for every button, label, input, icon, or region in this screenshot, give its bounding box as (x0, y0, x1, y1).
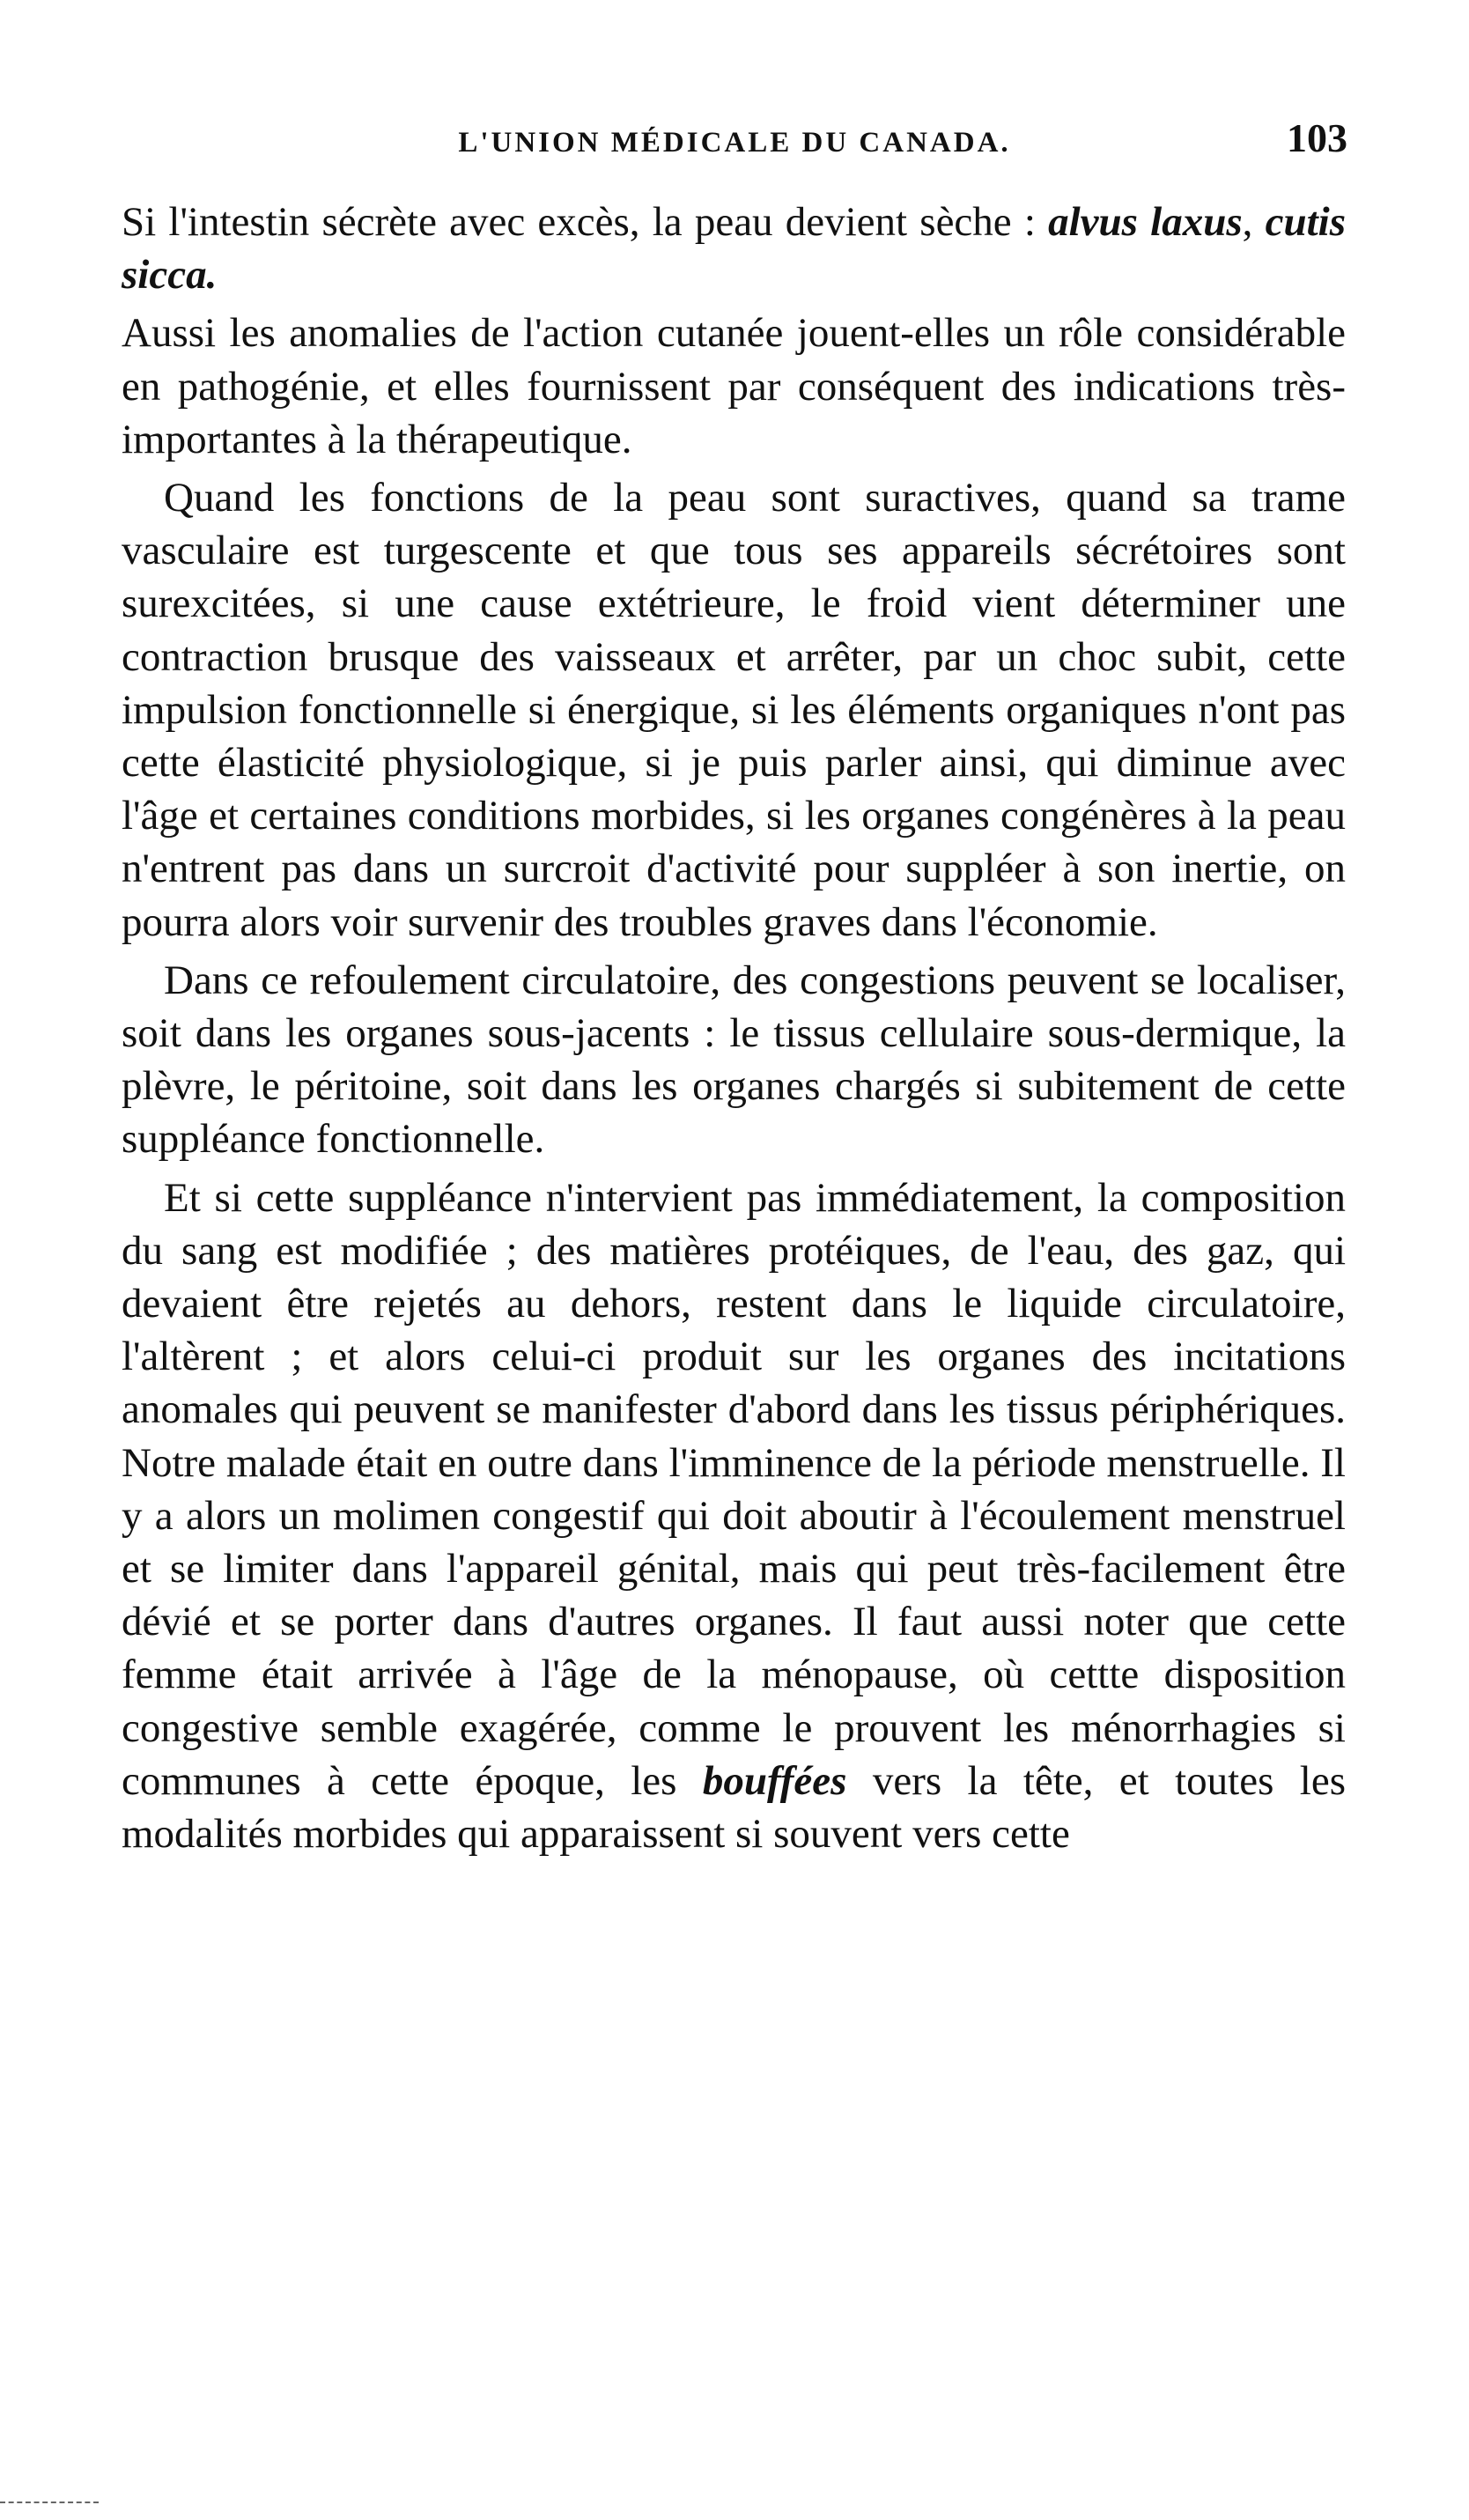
paragraph (122, 307, 1346, 466)
body-text (122, 196, 1346, 1860)
text-segment: vers la tête, et toutes les modalités morbides qui apparaissent si souvent vers cette (122, 1757, 1346, 1858)
italic-segment: bouffées (702, 1757, 847, 1804)
text-segment: Et si cette suppléance n'intervient pas immédiatement, la composition du sang est modifiée ; des matières protéiques, de l'eau, des gaz, qui devaient être rejetés au dehors, restent dans le liquide circulatoire, l'altèrent ; et alors celui-ci produit sur les organes des incitations anomales qui peuvent se manifester d'abord dans les tissus périphériques. Notre malade était en outre dans l'imminence de la période menstruelle. Il y a alors un molimen congestif qui doit aboutir à l'écoulement menstruel et se limiter dans l'appareil génital, mais qui peut très-facilement être dévié et se porter dans d'autres organes. Il faut aussi noter que cette femme était arrivée à l'âge de la ménopause, où cettte disposition congestive semble exagérée, comme le prouvent les ménorrhagies si communes à cette époque, les (122, 1174, 1346, 1804)
text-segment: , (1242, 199, 1266, 245)
page-number: 103 (1287, 115, 1347, 160)
paragraph (122, 1171, 1346, 1861)
paragraph (122, 471, 1346, 949)
scan-edge-rule (0, 2502, 99, 2503)
italic-segment: cutis sicca. (122, 199, 1346, 299)
running-title: L'UNION MÉDICALE DU CANADA. (458, 127, 1011, 159)
text-segment: Si l'intestin sécrète avec excès, la peau devient sèche : (122, 199, 1049, 245)
paragraph (122, 196, 1346, 301)
text-segment: Dans ce refoulement circulatoire, des congestions peuvent se localiser, soit dans les organes sous-jacents : le tissus cellulaire sous-dermique, la plèvre, le péritoine, soit dans les organes chargés si subitement de cette suppléance fonctionnelle. (122, 957, 1346, 1163)
running-head (122, 115, 1347, 167)
text-segment: Aussi les anomalies de l'action cutanée jouent-elles un rôle considérable en pathogénie, et elles fournissent par conséquent des indications très-importantes à la thérapeutique. (122, 310, 1346, 462)
paragraph (122, 954, 1346, 1166)
text-segment: Quand les fonctions de la peau sont suractives, quand sa trame vasculaire est turgescente et que tous ses appareils sécrétoires sont surexcitées, si une cause extétrieure, le froid vient déterminer une contraction brusque des vaisseaux et arrêter, par un choc subit, cette impulsion fonctionnelle si énergique, si les éléments organiques n'ont pas cette élasticité physiologique, si je puis parler ainsi, qui diminue avec l'âge et certaines conditions morbides, si les organes congénères à la peau n'entrent pas dans un surcroit d'activité pour suppléer à son inertie, on pourra alors voir survenir des troubles graves dans l'économie. (122, 475, 1346, 945)
italic-segment: alvus laxus (1048, 199, 1243, 245)
